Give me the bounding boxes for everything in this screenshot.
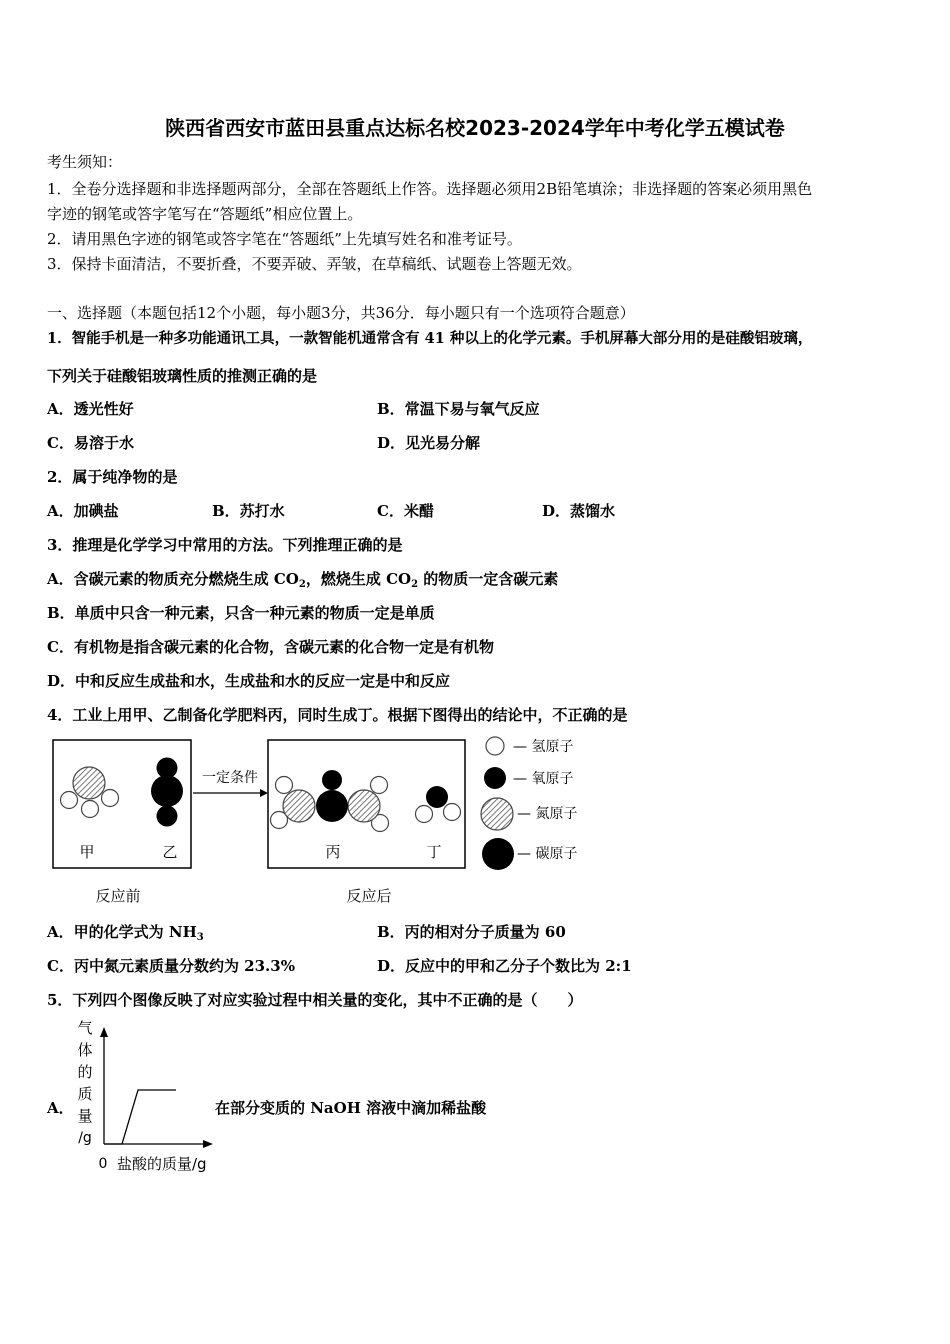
q3-option-d: D．中和反应生成盐和水，生成盐和水的反应一定是中和反应 [47, 672, 451, 690]
q4-option-c: C．丙中氮元素质量分数约为 23.3% [47, 957, 295, 975]
legend-carbon-icon [482, 838, 514, 870]
q5-option-a-text: 在部分变质的 NaOH 溶液中滴加稀盐酸 [215, 1099, 487, 1117]
y-label-char-1: 气 [77, 1019, 93, 1037]
q3-stem: 3．推理是化学学习中常用的方法。下列推理正确的是 [47, 536, 403, 554]
molecule-jia [61, 767, 119, 818]
q3-option-a-part3: 的物质一定含碳元素 [418, 570, 559, 588]
y-axis-label [77, 1019, 92, 1146]
label-bing: 丙 [325, 843, 341, 861]
q1-option-a: A．透光性好 [47, 400, 134, 418]
q2-option-c: C．米醋 [377, 502, 434, 520]
caption-after: 反应后 [346, 887, 392, 905]
section-heading: 一、选择题（本题包括12个小题，每小题3分，共36分．每小题只有一个选项符合题意） [47, 304, 635, 322]
q4-option-a-text: A．甲的化学式为 NH [47, 923, 197, 941]
q5-graph-a [60, 1015, 230, 1180]
y-axis-arrow [100, 1027, 108, 1037]
q3-option-c: C．有机物是指含碳元素的化合物，含碳元素的化合物一定是有机物 [47, 638, 494, 656]
y-label-char-6: /g [78, 1130, 92, 1146]
q3-option-b: B．单质中只含一种元素，只含一种元素的物质一定是单质 [47, 604, 435, 622]
q3-subscript-1: 2 [298, 579, 306, 590]
q4-stem: 4．工业上用甲、乙制备化学肥料丙，同时生成丁。根据下图得出的结论中，不正确的是 [47, 706, 628, 724]
reaction-condition: 一定条件 [202, 770, 258, 786]
q1-option-c: C．易溶于水 [47, 434, 134, 452]
q2-option-b: B．苏打水 [212, 502, 285, 520]
legend-oxygen: — 氧原子 [513, 771, 574, 787]
notice-item-1b: 字迹的钢笔或答字笔写在“答题纸”相应位置上。 [47, 205, 363, 223]
q4-option-d: D．反应中的甲和乙分子个数比为 2:1 [377, 957, 632, 975]
q5-stem: 5．下列四个图像反映了对应实验过程中相关量的变化，其中不正确的是（ ） [47, 991, 583, 1009]
q1-option-d: D．见光易分解 [377, 434, 481, 452]
q1-option-b: B．常温下易与氧气反应 [377, 400, 540, 418]
q3-subscript-2: 2 [411, 579, 419, 590]
molecule-ding [416, 786, 461, 823]
q4-option-a [47, 921, 204, 943]
x-axis-arrow [203, 1140, 213, 1148]
legend-carbon: — 碳原子 [517, 846, 578, 862]
label-jia: 甲 [79, 843, 95, 861]
y-label-char-4: 质 [77, 1085, 93, 1103]
q3-option-a-part2: ，燃烧生成 CO [305, 570, 412, 588]
q2-stem: 2．属于纯净物的是 [47, 468, 178, 486]
y-label-char-5: 量 [77, 1107, 93, 1125]
page-title: 陕西省西安市蓝田县重点达标名校2023-2024学年中考化学五模试卷 [165, 116, 785, 140]
curve [104, 1090, 176, 1144]
legend-nitrogen-icon [481, 798, 513, 830]
notice-item-2: 2．请用黑色字迹的钢笔或答字笔在“答题纸”上先填写姓名和准考证号。 [47, 230, 522, 248]
label-yi: 乙 [162, 843, 178, 861]
legend-nitrogen: — 氮原子 [517, 806, 578, 822]
arrow-head [260, 789, 268, 797]
legend-hydrogen-icon [486, 737, 504, 755]
y-label-char-3: 的 [77, 1063, 93, 1081]
legend-hydrogen: — 氢原子 [513, 739, 574, 755]
q3-option-a-part1: A．含碳元素的物质充分燃烧生成 CO [47, 570, 299, 588]
notice-heading: 考生须知： [47, 153, 123, 171]
x-axis-label: 盐酸的质量/g [117, 1155, 207, 1173]
caption-before: 反应前 [95, 887, 141, 905]
q1-stem-1: 1．智能手机是一种多功能通讯工具，一款智能机通常含有 41 种以上的化学元素。手机屏幕大部分用的是硅酸铝玻璃， [47, 330, 813, 347]
q2-option-d: D．蒸馏水 [542, 502, 616, 520]
label-ding: 丁 [426, 843, 442, 861]
molecule-bing [271, 770, 389, 832]
molecule-yi [151, 758, 183, 827]
origin-label: 0 [98, 1156, 108, 1172]
y-label-char-2: 体 [77, 1041, 93, 1059]
q2-option-a: A．加碘盐 [47, 502, 119, 520]
q3-option-a [47, 568, 558, 590]
legend-oxygen-icon [484, 767, 506, 789]
q1-stem-2: 下列关于硅酸铝玻璃性质的推测正确的是 [47, 367, 318, 385]
q4-option-b: B．丙的相对分子质量为 60 [377, 923, 566, 941]
reaction-diagram [0, 730, 950, 910]
notice-item-3: 3．保持卡面清洁，不要折叠，不要弄破、弄皱，在草稿纸、试题卷上答题无效。 [47, 255, 582, 273]
q4-subscript: 3 [196, 932, 204, 943]
notice-item-1a: 1．全卷分选择题和非选择题两部分，全部在答题纸上作答。选择题必须用2B铅笔填涂；非选择题的答案必须用黑色 [47, 180, 813, 198]
q5-option-a-label: A． [47, 1099, 74, 1117]
